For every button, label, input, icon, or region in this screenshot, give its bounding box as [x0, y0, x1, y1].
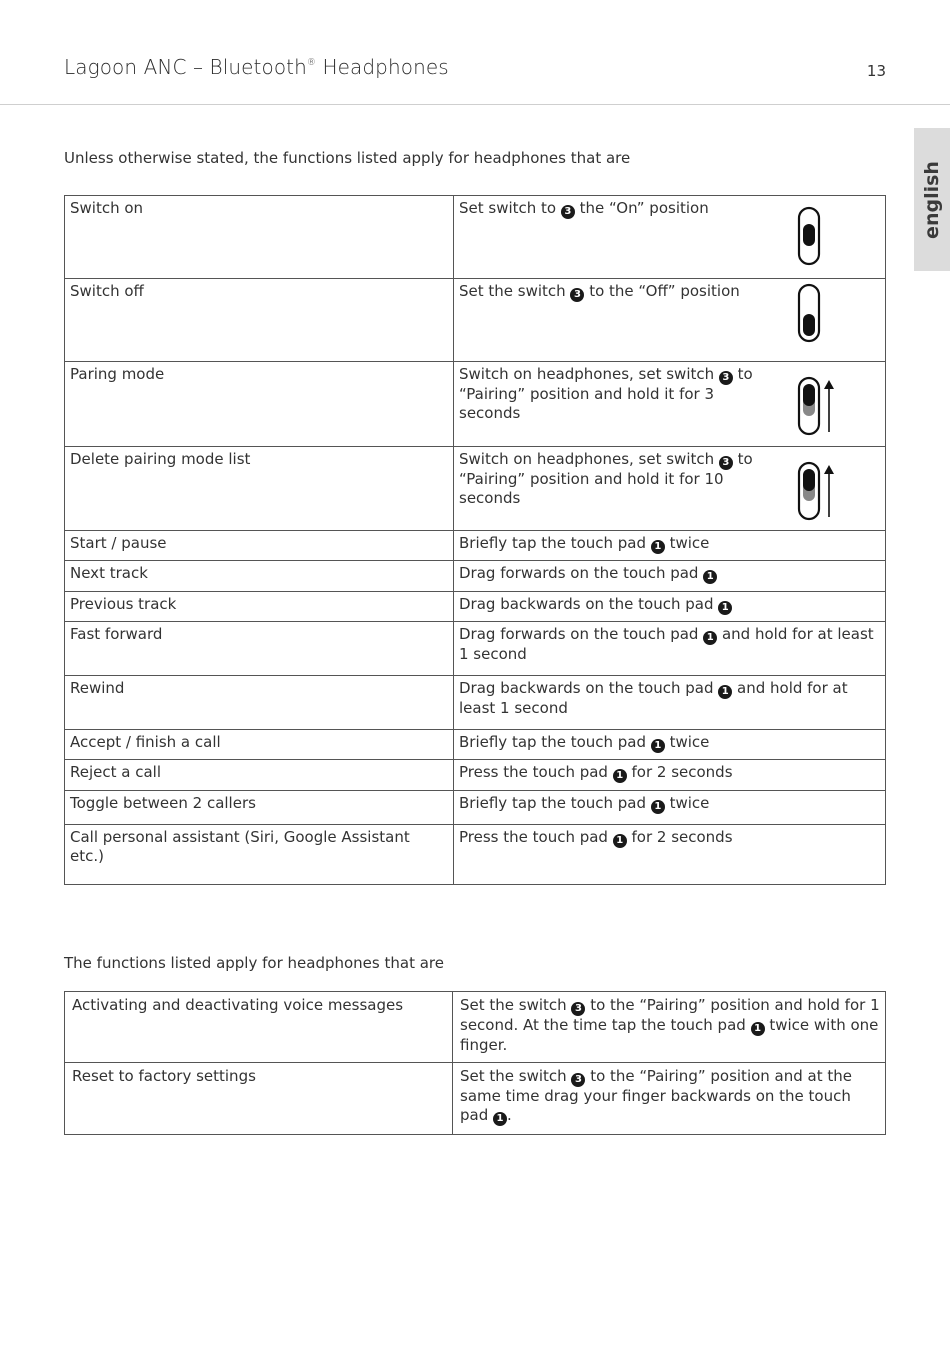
section1-intro: Unless otherwise stated, the functions listed apply for headphones that are: [64, 149, 631, 167]
description-segment: to “Pairing” position and hold it for 10 seconds: [459, 450, 753, 507]
description-segment: to “Pairing” position and hold it for 3 seconds: [459, 365, 753, 422]
table-row: [65, 561, 886, 592]
table-row: [65, 992, 886, 1063]
table-row: [65, 622, 886, 676]
description-segment: Briefly tap the touch pad: [459, 794, 651, 812]
description-segment: twice: [664, 733, 710, 751]
description-cell: [454, 561, 886, 592]
description-cell: [454, 622, 886, 676]
touch-pad-number-icon: 1: [651, 739, 665, 753]
description-text: [459, 794, 709, 814]
description-text: [459, 763, 733, 783]
section2-intro: The functions listed apply for headphones that are: [64, 954, 444, 972]
description-text: [459, 282, 779, 302]
description-segment: and hold for at least 1 second: [459, 679, 848, 717]
function-cell: Toggle between 2 callers: [65, 791, 454, 825]
description-segment: .: [507, 1106, 512, 1124]
table-row: [65, 1063, 886, 1135]
switch-pairing-icon: [795, 461, 839, 528]
switch-pairing-icon: [795, 376, 839, 443]
description-segment: Drag forwards on the touch pad: [459, 625, 704, 643]
description-segment: Press the touch pad: [459, 763, 613, 781]
table-row: [65, 447, 886, 531]
touch-pad-number-icon: 1: [718, 685, 732, 699]
switch-number-icon: 3: [570, 288, 584, 302]
switch-number-icon: 3: [719, 456, 733, 470]
description-segment: Drag forwards on the touch pad: [459, 564, 704, 582]
description-cell: [453, 1063, 886, 1135]
description-segment: to the “Pairing” position and hold for 1 second. At the time tap the touch pad: [460, 996, 880, 1034]
description-cell: [454, 730, 886, 760]
description-cell: [454, 447, 886, 531]
description-segment: twice: [664, 534, 710, 552]
description-text: [459, 625, 880, 664]
function-cell: Start / pause: [65, 531, 454, 561]
function-cell: Paring mode: [65, 362, 454, 447]
description-cell: [454, 760, 886, 791]
switch-on-icon: [795, 206, 825, 273]
table-row: [65, 196, 886, 279]
description-cell: [454, 362, 886, 447]
touch-pad-number-icon: 1: [613, 769, 627, 783]
description-segment: Switch on headphones, set switch: [459, 365, 719, 383]
description-segment: Set the switch: [460, 996, 572, 1014]
description-segment: Briefly tap the touch pad: [459, 733, 651, 751]
description-text: [459, 199, 779, 219]
description-segment: to the “Off” position: [584, 282, 740, 300]
description-segment: Switch on headphones, set switch: [459, 450, 719, 468]
description-cell: [454, 279, 886, 362]
description-segment: the “On” position: [574, 199, 709, 217]
description-segment: Drag backwards on the touch pad: [459, 595, 719, 613]
description-text: [459, 733, 709, 753]
touch-pad-number-icon: 1: [703, 631, 717, 645]
table-row: [65, 825, 886, 885]
switch-number-icon: 3: [719, 371, 733, 385]
function-cell: Rewind: [65, 676, 454, 730]
switch-number-icon: 3: [571, 1002, 585, 1016]
description-segment: Set the switch: [460, 1067, 572, 1085]
table-row: [65, 760, 886, 791]
table-row: [65, 531, 886, 561]
function-cell: Switch on: [65, 196, 454, 279]
function-cell: Call personal assistant (Siri, Google Assistant etc.): [65, 825, 454, 885]
description-segment: twice with one finger.: [460, 1016, 879, 1054]
description-cell: [454, 791, 886, 825]
function-cell: Activating and deactivating voice messages: [65, 992, 453, 1063]
description-segment: Set the switch: [459, 282, 571, 300]
description-text: [460, 1067, 880, 1126]
switch-number-icon: 3: [561, 205, 575, 219]
language-tab: [914, 128, 950, 271]
function-cell: Delete pairing mode list: [65, 447, 454, 531]
description-text: [459, 679, 880, 718]
description-cell: [454, 531, 886, 561]
description-segment: for 2 seconds: [626, 828, 733, 846]
touch-pad-number-icon: 1: [703, 570, 717, 584]
description-text: [459, 534, 709, 554]
function-cell: Switch off: [65, 279, 454, 362]
description-cell: [454, 592, 886, 622]
touch-pad-number-icon: 1: [651, 800, 665, 814]
description-text: [459, 595, 732, 615]
description-cell: [453, 992, 886, 1063]
description-segment: and hold for at least 1 second: [459, 625, 874, 663]
touch-pad-number-icon: 1: [751, 1022, 765, 1036]
table-row: [65, 676, 886, 730]
description-cell: [454, 196, 886, 279]
header-divider: [0, 104, 950, 105]
description-segment: for 2 seconds: [626, 763, 733, 781]
function-cell: Accept / finish a call: [65, 730, 454, 760]
function-table: [64, 195, 886, 885]
switch-number-icon: 3: [571, 1073, 585, 1087]
table-row: [65, 791, 886, 825]
description-cell: [454, 825, 886, 885]
function-cell: Reject a call: [65, 760, 454, 791]
touch-pad-number-icon: 1: [651, 540, 665, 554]
table-row: [65, 730, 886, 760]
description-segment: twice: [664, 794, 710, 812]
switch-off-icon: [795, 283, 825, 350]
description-segment: Drag backwards on the touch pad: [459, 679, 719, 697]
description-text: [459, 450, 779, 508]
function-table-2: [64, 991, 886, 1135]
title-end: Headphones: [316, 55, 449, 79]
description-text: [459, 828, 733, 848]
description-text: [459, 365, 779, 423]
table-row: [65, 592, 886, 622]
page-number: 13: [866, 62, 886, 80]
registered-mark: ®: [306, 58, 317, 68]
description-text: [459, 564, 717, 584]
function-cell: Reset to factory settings: [65, 1063, 453, 1135]
touch-pad-number-icon: 1: [613, 834, 627, 848]
function-cell: Fast forward: [65, 622, 454, 676]
description-segment: Set switch to: [459, 199, 561, 217]
function-cell: Previous track: [65, 592, 454, 622]
language-tab-label: english: [921, 161, 943, 239]
description-cell: [454, 676, 886, 730]
description-segment: Press the touch pad: [459, 828, 613, 846]
table-row: [65, 362, 886, 447]
page-title: [64, 55, 449, 79]
description-segment: Briefly tap the touch pad: [459, 534, 651, 552]
touch-pad-number-icon: 1: [493, 1112, 507, 1126]
touch-pad-number-icon: 1: [718, 601, 732, 615]
description-text: [460, 996, 880, 1055]
title-main: Lagoon ANC – Bluetooth: [64, 55, 307, 79]
table-row: [65, 279, 886, 362]
description-segment: to the “Pairing” position and at the same time drag your finger backwards on the touch pad: [460, 1067, 853, 1124]
function-cell: Next track: [65, 561, 454, 592]
